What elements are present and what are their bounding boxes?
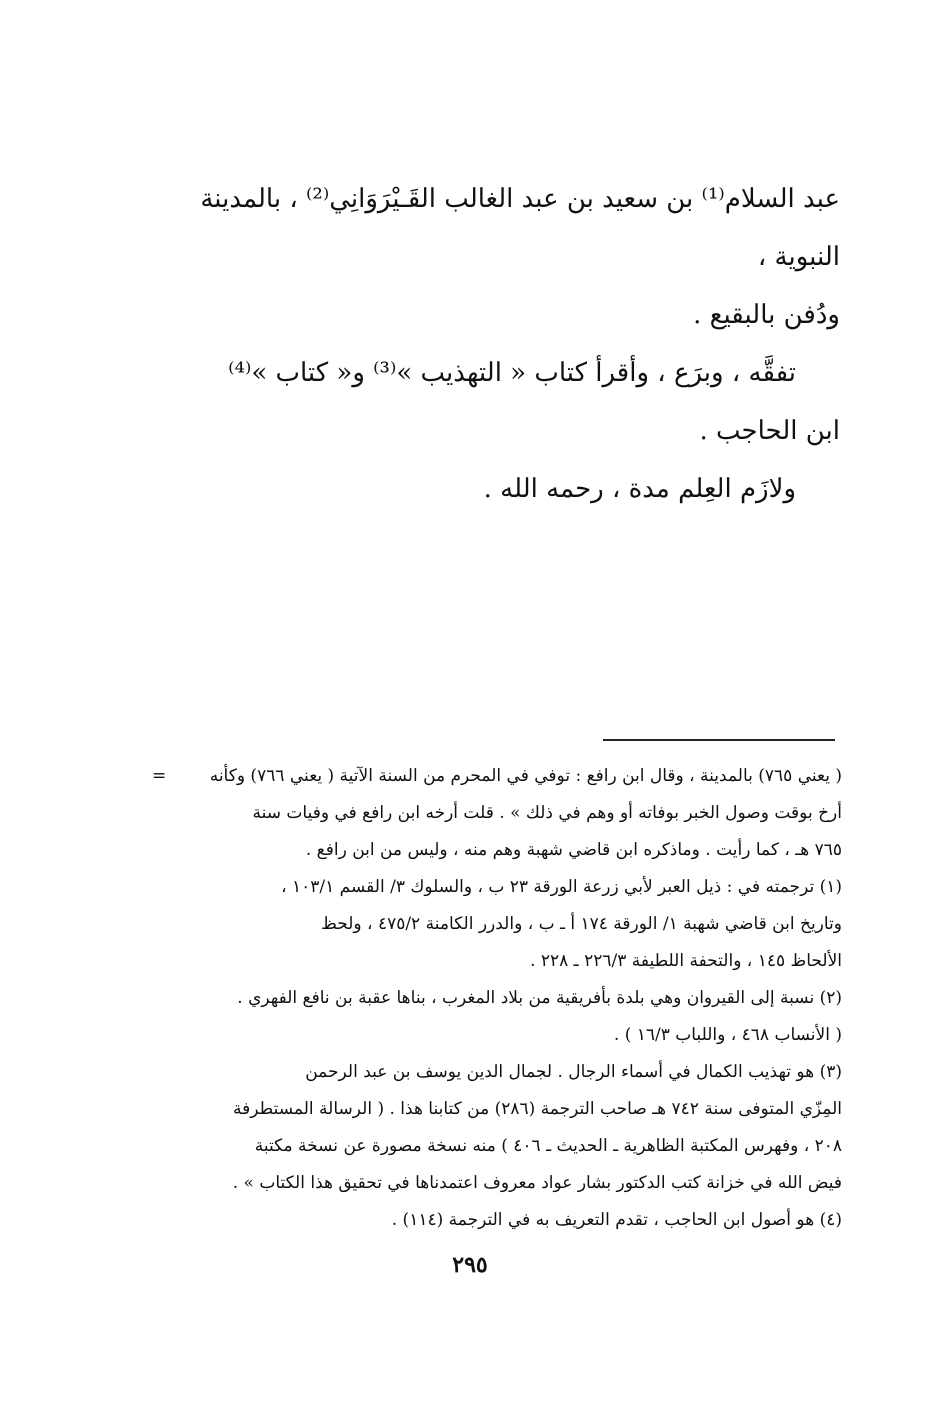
footnotes-block [160,758,842,1239]
footnote-separator [603,739,835,741]
footnote-line: (١) ترجمته في : ذيل العبر لأبي زرعة الورقة ٢٣ ب ، والسلوك ٣/ القسم ١٠٣/١ ، [281,877,842,897]
footnote-line: المِزّي المتوفى سنة ٧٤٢ هـ صاحب الترجمة (٢٨٦) من كتابنا هذا . ( الرسالة المستطرفة [233,1099,842,1119]
footnote-line: الألحاظ ١٤٥ ، والتحفة اللطيفة ٢٢٦/٣ ـ ٢٢٨ . [530,951,842,971]
footnote-line: (٣) هو تهذيب الكمال في أسماء الرجال . لجمال الدين يوسف بن عبد الرحمن [305,1062,842,1082]
footnote-line: ( الأنساب ٤٦٨ ، واللباب ١٦/٣ ) . [613,1025,842,1045]
footnote-line: أرخ بوقت وصول الخبر بوفاته أو وهم في ذلك » . قلت أرخه ابن رافع في وفيات سنة [252,803,842,823]
footnote-line: (٤) هو أصول ابن الحاجب ، تقدم التعريف به في الترجمة (١١٤) . [391,1210,842,1230]
footnote-continuation-mark: = [152,766,167,786]
footnote-line: فيض الله في خزانة كتب الدكتور بشار عواد معروف اعتمدناها في تحقيق هذا الكتاب » . [232,1173,842,1193]
footnote-line: ( يعني ٧٦٥) بالمدينة ، وقال ابن رافع : توفي في المحرم من السنة الآتية ( يعني ٧٦٦) وكأنه [209,766,842,786]
footnote-line: ٧٦٥ هـ ، كما رأيت . وماذكره ابن قاضي شهبة وهم منه ، وليس من ابن رافع . [305,840,842,860]
main-line: تفقَّه ، وبرَع ، وأقرأ كتاب « التهذيب »⁽³⁾ و« كتاب »⁽⁴⁾ [228,358,796,388]
footnote-line: ٢٠٨ ، وفهرس المكتبة الظاهرية ـ الحديث ـ ٤٠٦ ) منه نسخة مصورة عن نسخة مكتبة [254,1136,842,1156]
main-line: ولازَم العِلم مدة ، رحمه الله . [483,474,796,504]
main-line: ودُفن بالبقيع . [693,300,840,330]
main-line: ابن الحاجب . [699,416,840,446]
footnote-line: (٢) نسبة إلى القيروان وهي بلدة بأفريقية من بلاد المغرب ، بناها عقبة بن نافع الفهري . [237,988,842,1008]
main-text-block [160,170,840,518]
footnote-line: وتاريخ ابن قاضي شهبة ١/ الورقة ١٧٤ أ ـ ب ، والدرر الكامنة ٤٧٥/٢ ، ولحظ [321,914,842,934]
main-line: عبد السلام⁽¹⁾ بن سعيد بن عبد الغالب القَـيْرَوَانِي⁽²⁾ ، بالمدينة النبوية ، [200,184,840,272]
page-number: ٢٩٥ [452,1252,488,1278]
